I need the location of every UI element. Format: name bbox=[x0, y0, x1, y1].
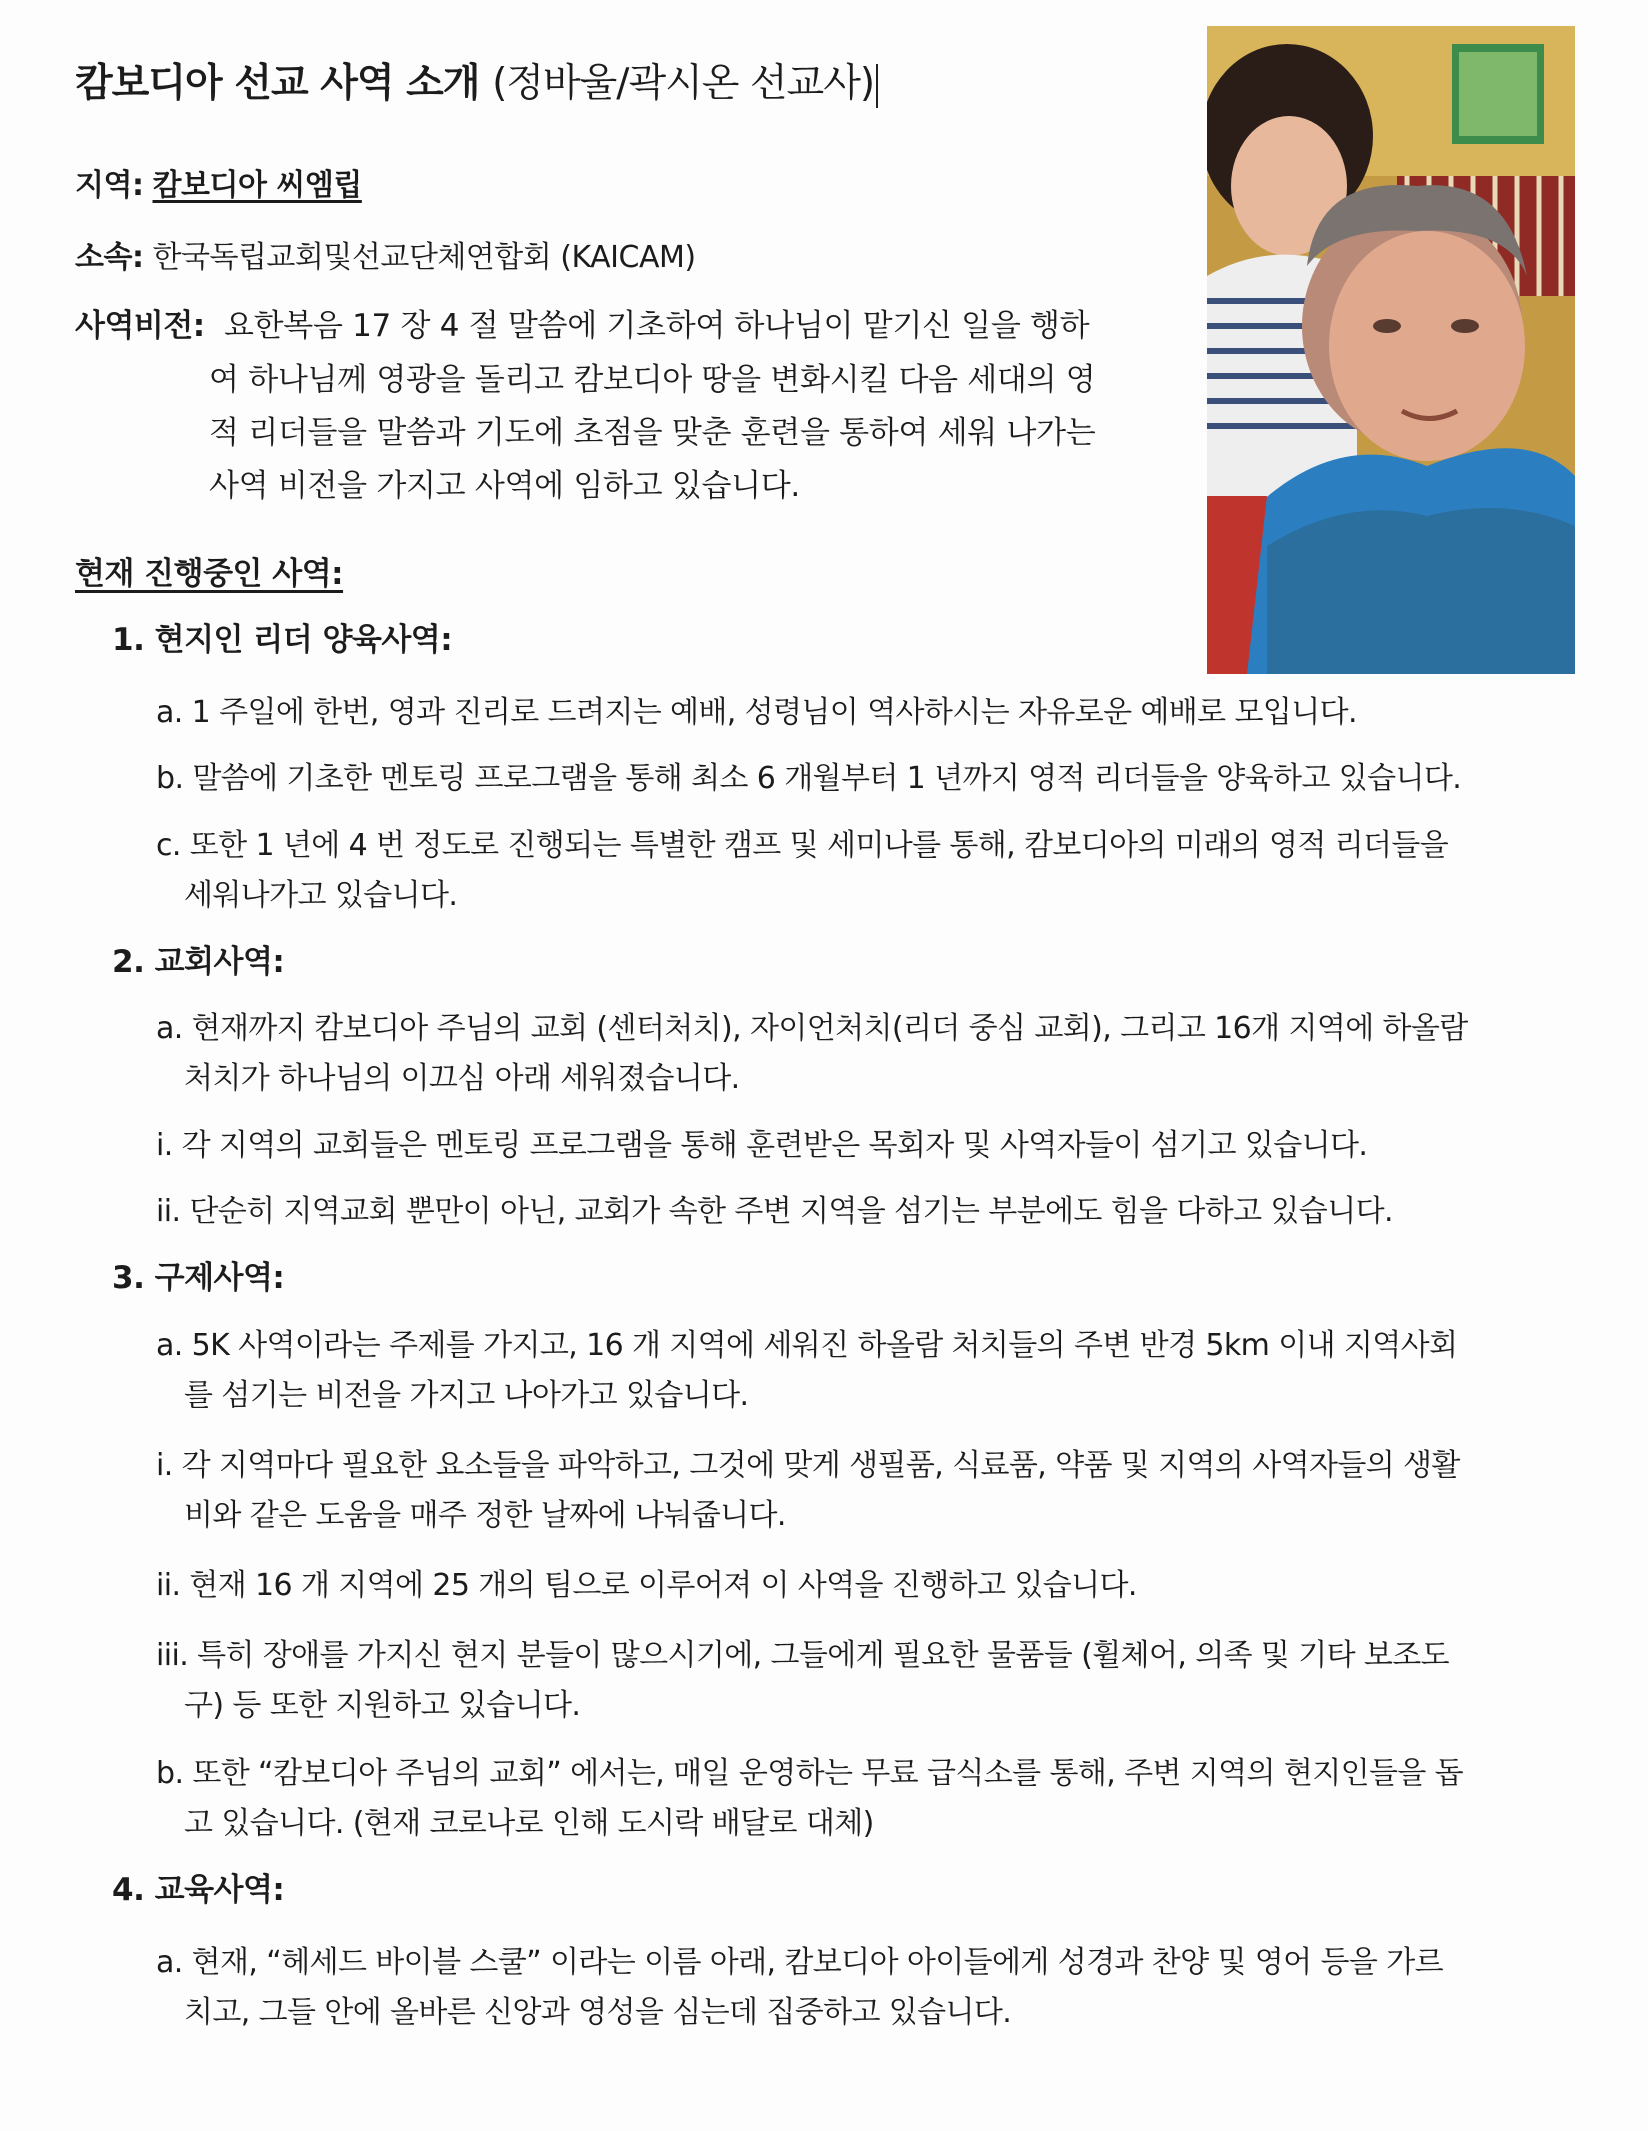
item-line: ii. 현재 16 개 지역에 25 개의 팀으로 이루어져 이 사역을 진행하고 있습니다. bbox=[156, 1568, 1137, 1603]
title-main: 캄보디아 선교 사역 소개 bbox=[75, 61, 480, 106]
missionary-photo bbox=[1207, 26, 1575, 674]
item-line: iii. 특히 장애를 가지신 현지 분들이 많으시기에, 그들에게 필요한 물품들 (휠체어, 의족 및 기타 보조도 bbox=[156, 1638, 1450, 1673]
text-cursor bbox=[876, 64, 878, 108]
item-line: a. 현재, “헤세드 바이블 스쿨” 이라는 이름 아래, 캄보디아 아이들에게 성경과 찬양 및 영어 등을 가르 bbox=[156, 1945, 1443, 1980]
vision-line: 요한복음 17 장 4 절 말씀에 기초하여 하나님이 맡기신 일을 행하 bbox=[224, 308, 1090, 344]
item-line: i. 각 지역마다 필요한 요소들을 파악하고, 그것에 맞게 생필품, 식료품, 약품 및 지역의 사역자들의 생활 bbox=[156, 1448, 1460, 1483]
section-heading: 4. 교육사역: bbox=[112, 1872, 285, 1908]
item-line: a. 5K 사역이라는 주제를 가지고, 16 개 지역에 세워진 하올람 처치들의 주변 반경 5km 이내 지역사회 bbox=[156, 1328, 1458, 1363]
item-line: i. 각 지역의 교회들은 멘토링 프로그램을 통해 훈련받은 목회자 및 사역자들이 섬기고 있습니다. bbox=[156, 1128, 1368, 1163]
item-line: 구) 등 또한 지원하고 있습니다. bbox=[184, 1688, 581, 1723]
section-heading: 2. 교회사역: bbox=[112, 944, 285, 980]
vision-label: 사역비전: bbox=[75, 308, 205, 344]
vision-line: 사역 비전을 가지고 사역에 임하고 있습니다. bbox=[209, 468, 800, 504]
title-missionaries: (정바울/곽시온 선교사) bbox=[492, 61, 875, 106]
region-label: 지역: bbox=[75, 168, 144, 203]
page-title bbox=[75, 52, 878, 108]
affiliation-field bbox=[75, 232, 696, 276]
item-line: 비와 같은 도움을 매주 정한 날짜에 나눠줍니다. bbox=[184, 1498, 786, 1533]
region-value: 캄보디아 씨엠립 bbox=[152, 168, 362, 203]
photo-illustration bbox=[1207, 26, 1575, 674]
vision-line: 적 리더들을 말씀과 기도에 초점을 맞춘 훈련을 통하여 세워 나가는 bbox=[209, 415, 1096, 451]
item-line: 고 있습니다. (현재 코로나로 인해 도시락 배달로 대체) bbox=[184, 1806, 874, 1841]
item-line: b. 말씀에 기초한 멘토링 프로그램을 통해 최소 6 개월부터 1 년까지 영적 리더들을 양육하고 있습니다. bbox=[156, 761, 1462, 796]
section-heading: 1. 현지인 리더 양육사역: bbox=[112, 622, 453, 658]
item-line: ii. 단순히 지역교회 뿐만이 아닌, 교회가 속한 주변 지역을 섬기는 부분에도 힘을 다하고 있습니다. bbox=[156, 1194, 1393, 1229]
item-line: c. 또한 1 년에 4 번 정도로 진행되는 특별한 캠프 및 세미나를 통해, 캄보디아의 미래의 영적 리더들을 bbox=[156, 828, 1449, 863]
item-line: 를 섬기는 비전을 가지고 나아가고 있습니다. bbox=[184, 1378, 749, 1413]
item-line: 세워나가고 있습니다. bbox=[184, 878, 458, 913]
affiliation-label: 소속: bbox=[75, 240, 144, 275]
current-ministries-title: 현재 진행중인 사역: bbox=[75, 556, 344, 592]
section-heading: 3. 구제사역: bbox=[112, 1260, 285, 1296]
item-line: 처치가 하나님의 이끄심 아래 세워졌습니다. bbox=[184, 1061, 740, 1096]
item-line: 치고, 그들 안에 올바른 신앙과 영성을 심는데 집중하고 있습니다. bbox=[184, 1995, 1012, 2030]
vision-line: 여 하나님께 영광을 돌리고 캄보디아 땅을 변화시킬 다음 세대의 영 bbox=[209, 362, 1096, 398]
affiliation-value: 한국독립교회및선교단체연합회 (KAICAM) bbox=[152, 240, 696, 275]
region-field bbox=[75, 160, 362, 204]
item-line: a. 현재까지 캄보디아 주님의 교회 (센터처치), 자이언처치(리더 중심 교회), 그리고 16개 지역에 하올람 bbox=[156, 1011, 1468, 1046]
item-line: b. 또한 “캄보디아 주님의 교회” 에서는, 매일 운영하는 무료 급식소를 통해, 주변 지역의 현지인들을 돕 bbox=[156, 1756, 1464, 1791]
item-line: a. 1 주일에 한번, 영과 진리로 드려지는 예배, 성령님이 역사하시는 자유로운 예배로 모입니다. bbox=[156, 695, 1357, 730]
